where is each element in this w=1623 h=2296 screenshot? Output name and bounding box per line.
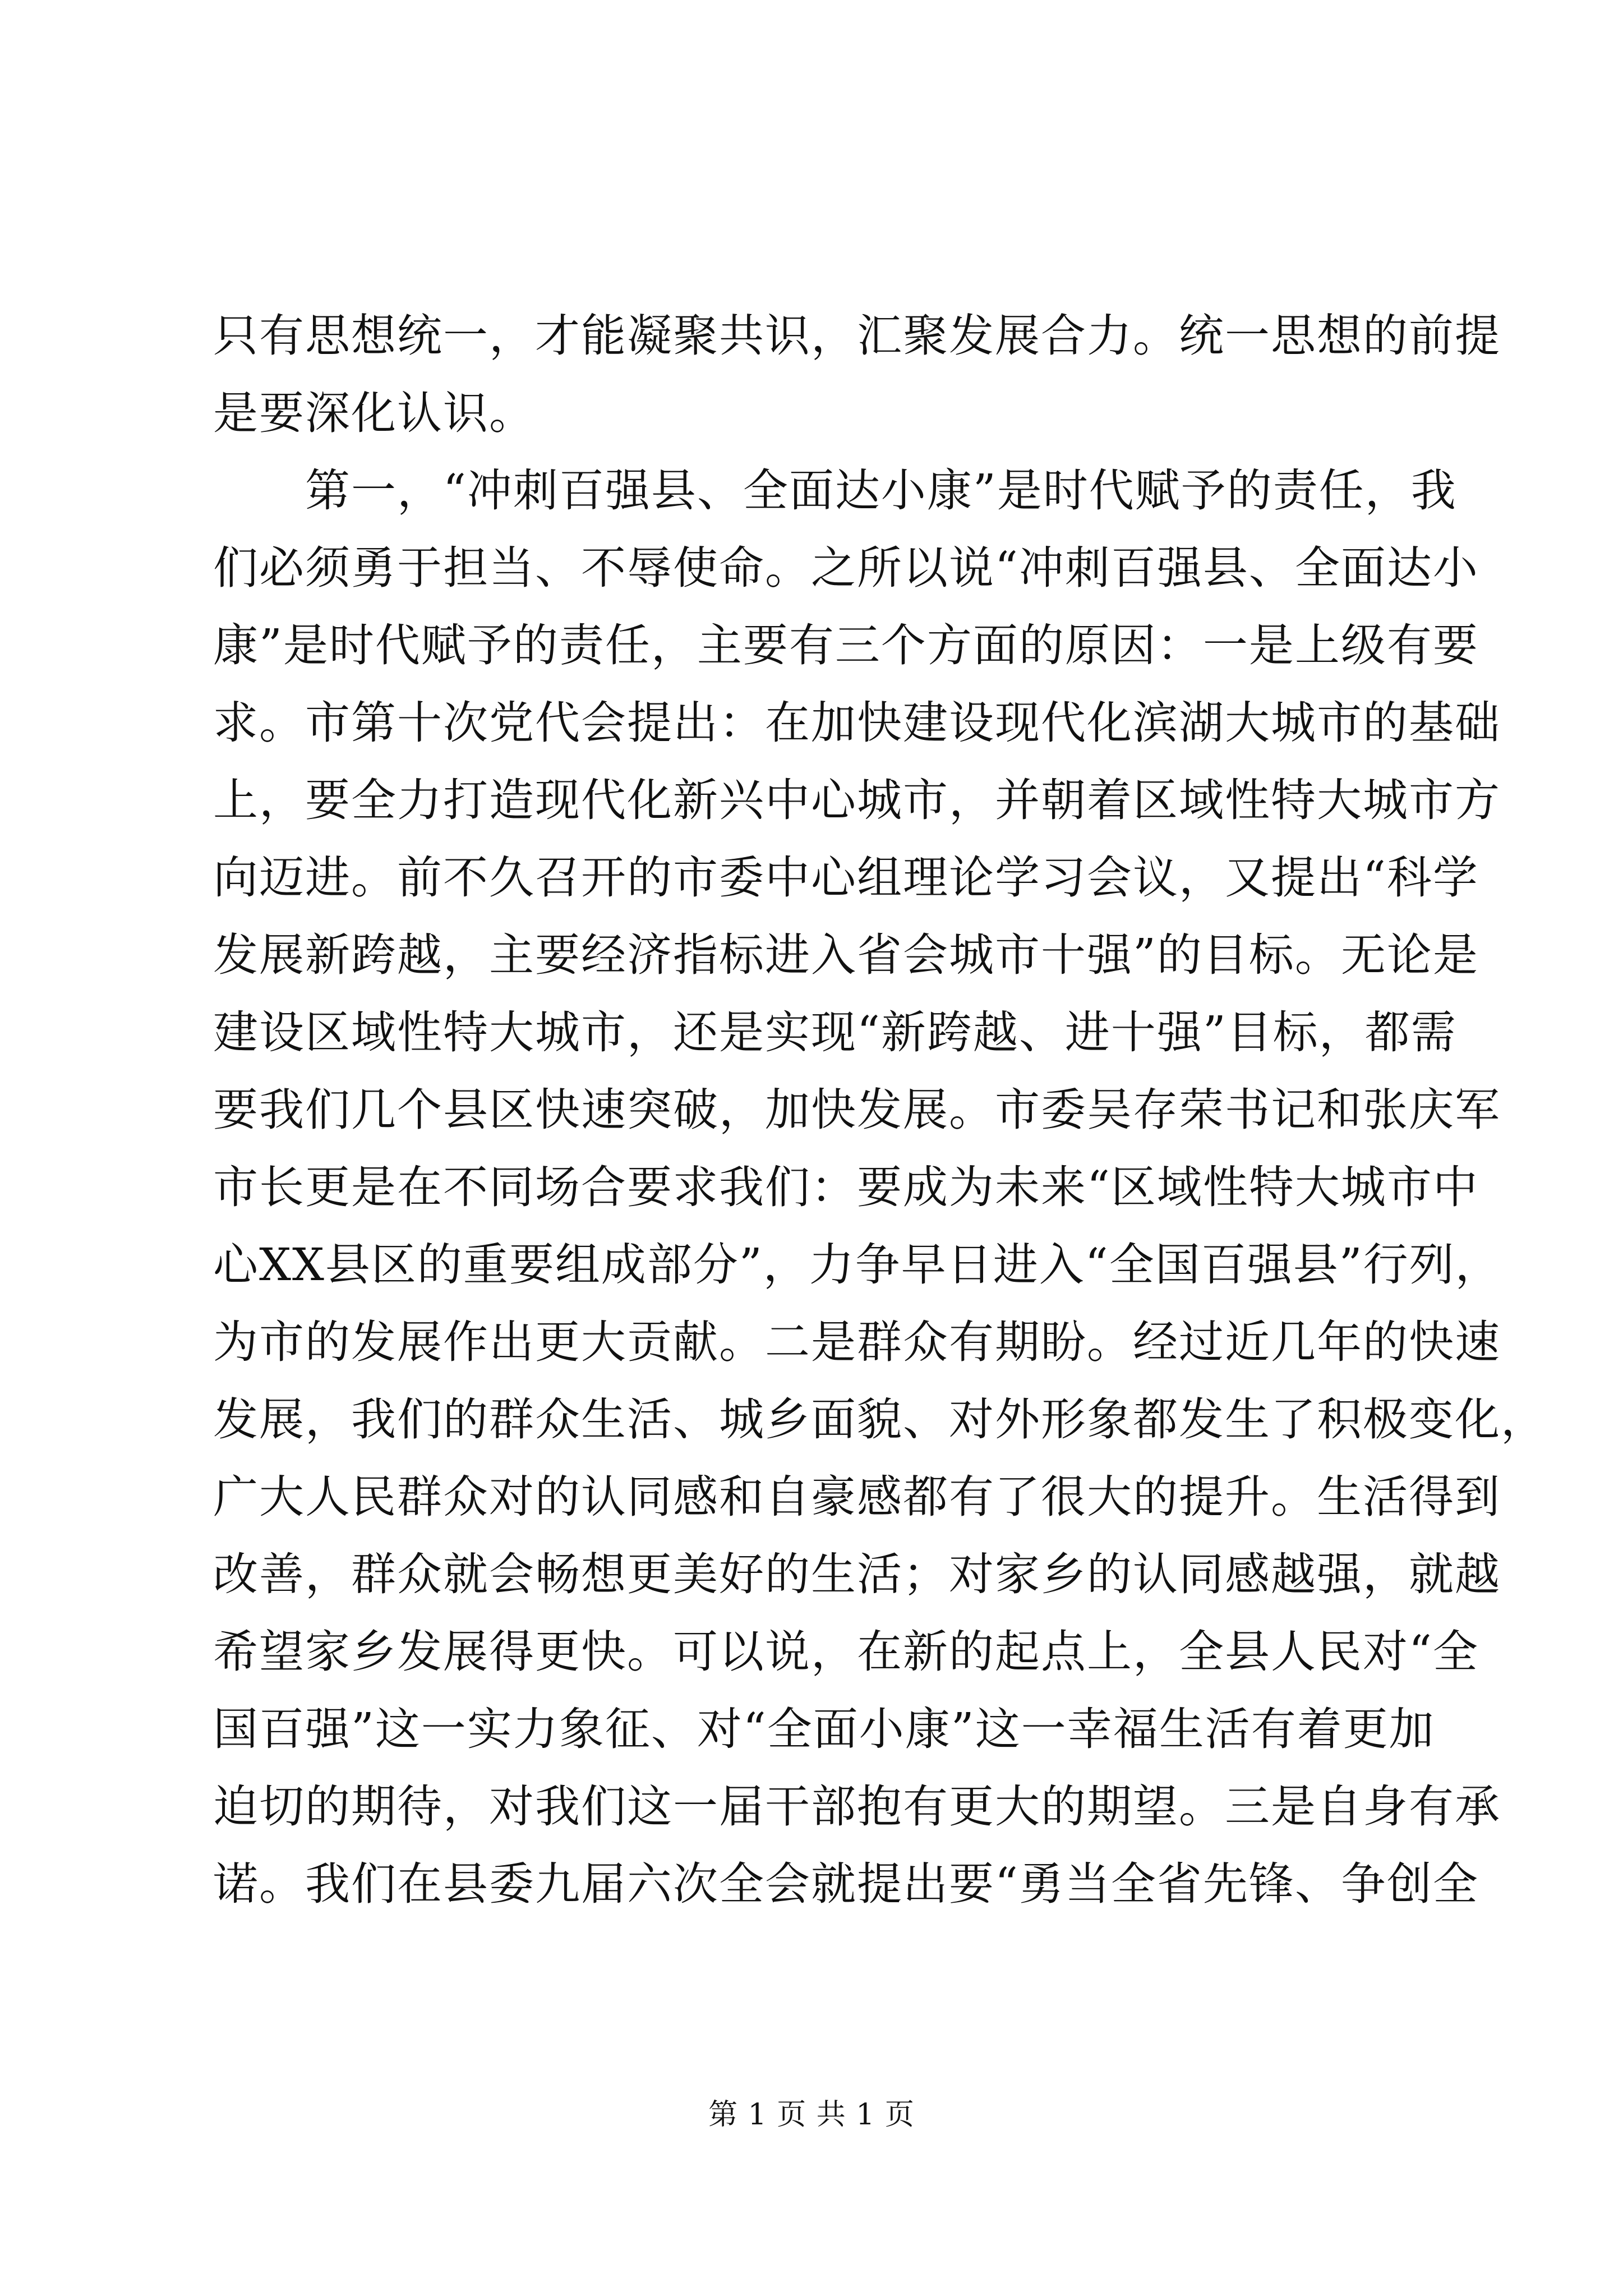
text-line: 上，要全力打造现代化新兴中心城市，并朝着区域性特大城市方 [213, 774, 1501, 826]
text-line: 发展新跨越，主要经济指标进入省会城市十强”的目标。无论是 [213, 929, 1479, 981]
text-line: 第一，“冲刺百强县、全面达小康”是时代赋予的责任，我 [213, 464, 1457, 517]
text-line: 建设区域性特大城市，还是实现“新跨越、进十强”目标，都需 [213, 1006, 1457, 1059]
text-line: 只有思想统一，才能凝聚共识，汇聚发展合力。统一思想的前提 [213, 310, 1501, 362]
text-line: 要我们几个县区快速突破，加快发展。市委吴存荣书记和张庆军 [213, 1084, 1501, 1136]
text-line: 广大人民群众对的认同感和自豪感都有了很大的提升。生活得到 [213, 1471, 1501, 1523]
text-line: 康”是时代赋予的责任，主要有三个方面的原因：一是上级有要 [213, 619, 1479, 671]
text-line: 求。市第十次党代会提出：在加快建设现代化滨湖大城市的基础 [213, 697, 1501, 749]
text-line: 为市的发展作出更大贡献。二是群众有期盼。经过近几年的快速 [213, 1316, 1501, 1368]
text-line: 心XX县区的重要组成部分”，力争早日进入“全国百强县”行列， [213, 1239, 1501, 1291]
text-line: 国百强”这一实力象征、对“全面小康”这一幸福生活有着更加 [213, 1703, 1435, 1755]
text-line: 诺。我们在县委九届六次全会就提出要“勇当全省先锋、争创全 [213, 1858, 1479, 1910]
body-text [213, 297, 1547, 1923]
text-line: 是要深化认识。 [213, 387, 535, 439]
text-line: 向迈进。前不久召开的市委中心组理论学习会议，又提出“科学 [213, 852, 1479, 904]
text-line: 希望家乡发展得更快。可以说，在新的起点上，全县人民对“全 [213, 1626, 1479, 1678]
text-line: 迫切的期待，对我们这一届干部抱有更大的期望。三是自身有承 [213, 1780, 1501, 1833]
text-line: 们必须勇于担当、不辱使命。之所以说“冲刺百强县、全面达小 [213, 542, 1479, 594]
text-line: 改善，群众就会畅想更美好的生活；对家乡的认同感越强，就越 [213, 1548, 1501, 1600]
text-line: 市长更是在不同场合要求我们：要成为未来“区域性特大城市中 [213, 1161, 1479, 1213]
page-footer [0, 2095, 1623, 2134]
page-number-label: 第 1 页 共 1 页 [708, 2098, 915, 2132]
text-line: 发展，我们的群众生活、城乡面貌、对外形象都发生了积极变化， [213, 1393, 1547, 1446]
